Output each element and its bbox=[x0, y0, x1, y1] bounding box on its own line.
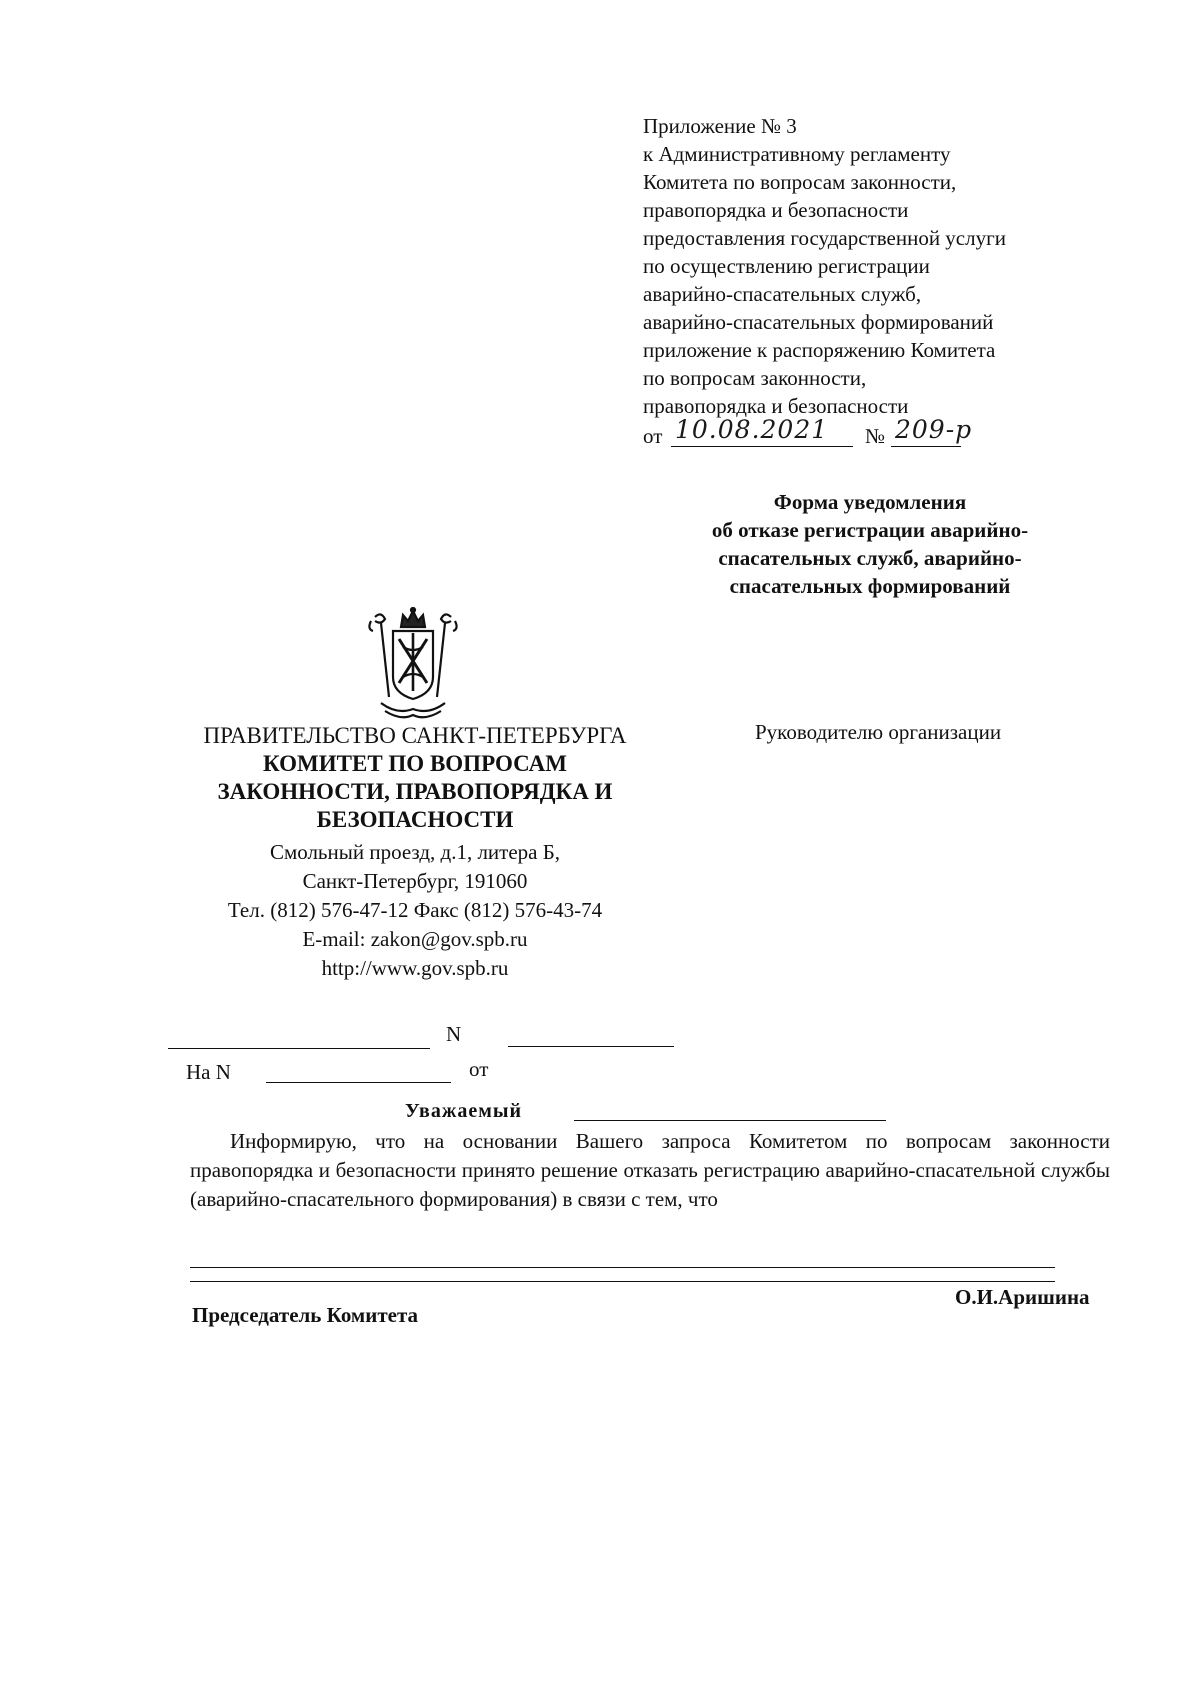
contact-line: Смольный проезд, д.1, литера Б, bbox=[269, 840, 561, 864]
number-underline bbox=[891, 446, 961, 447]
committee-name-line: БЕЗОПАСНОСТИ bbox=[316, 807, 514, 832]
date-label: от bbox=[643, 424, 663, 448]
appendix-line: правопорядка и безопасности bbox=[643, 394, 909, 418]
contact-line: http://www.gov.spb.ru bbox=[321, 956, 509, 980]
form-title-line: спасательных служб, аварийно- bbox=[718, 546, 1022, 570]
body-paragraph: Информирую, что на основании Вашего запроса Комитетом по вопросам законности правопорядка и безопасности принято решение отказать регистрацию аварийно-спасательной службы (аварийно-спасательного формирования) в связи с тем, что bbox=[190, 1129, 1110, 1211]
number-label: N bbox=[446, 1022, 462, 1046]
appendix-line: по осуществлению регистрации bbox=[643, 254, 930, 278]
appendix-line: Комитета по вопросам законности, bbox=[643, 170, 957, 194]
government-name: ПРАВИТЕЛЬСТВО САНКТ-ПЕТЕРБУРГА bbox=[203, 723, 627, 748]
appendix-line: к Административному регламенту bbox=[643, 142, 951, 166]
appendix-line: правопорядка и безопасности bbox=[643, 198, 909, 222]
appendix-line: предоставления государственной услуги bbox=[643, 226, 1006, 250]
greeting: Уважаемый bbox=[405, 1100, 522, 1122]
spb-coat-of-arms-icon bbox=[363, 607, 463, 723]
contact-line: Тел. (812) 576-47-12 Факс (812) 576-43-74 bbox=[227, 898, 603, 922]
appendix-line: Приложение № 3 bbox=[643, 114, 797, 138]
form-title-line: спасательных формирований bbox=[729, 574, 1011, 598]
committee-name-line: КОМИТЕТ ПО ВОПРОСАМ bbox=[263, 751, 567, 776]
number-label: № bbox=[865, 424, 886, 448]
contact-line: E-mail: zakon@gov.spb.ru bbox=[302, 927, 528, 951]
reply-number-line bbox=[266, 1082, 451, 1083]
government-letterhead bbox=[160, 722, 670, 983]
contact-info bbox=[160, 838, 670, 983]
outgoing-number-line bbox=[508, 1046, 674, 1047]
appendix-line: по вопросам законности, bbox=[643, 366, 867, 390]
form-title-line: об отказе регистрации аварийно- bbox=[711, 518, 1029, 542]
handwritten-date: 10.08.2021 bbox=[675, 415, 829, 444]
reply-date-label: от bbox=[469, 1057, 489, 1081]
signatory-name: О.И.Аришина bbox=[955, 1285, 1090, 1309]
greeting-name-line bbox=[574, 1120, 886, 1121]
appendix-line: приложение к распоряжению Комитета bbox=[643, 338, 996, 362]
form-title-line: Форма уведомления bbox=[773, 490, 967, 514]
committee-name-line: ЗАКОННОСТИ, ПРАВОПОРЯДКА И bbox=[217, 779, 613, 804]
appendix-header bbox=[643, 112, 1123, 450]
form-title bbox=[660, 488, 1080, 600]
handwritten-number: 209-р bbox=[895, 415, 973, 444]
contact-line: Санкт-Петербург, 191060 bbox=[302, 869, 528, 893]
addressee: Руководителю организации bbox=[755, 720, 1002, 744]
reason-line bbox=[190, 1281, 1055, 1282]
reply-number-label: На N bbox=[186, 1060, 231, 1084]
appendix-date-row bbox=[643, 415, 1123, 450]
reason-line bbox=[190, 1267, 1055, 1268]
appendix-line: аварийно-спасательных служб, bbox=[643, 282, 922, 306]
date-underline bbox=[671, 446, 853, 447]
outgoing-date-line bbox=[168, 1048, 430, 1049]
appendix-line: аварийно-спасательных формирований bbox=[643, 310, 994, 334]
signatory-position: Председатель Комитета bbox=[192, 1303, 419, 1327]
